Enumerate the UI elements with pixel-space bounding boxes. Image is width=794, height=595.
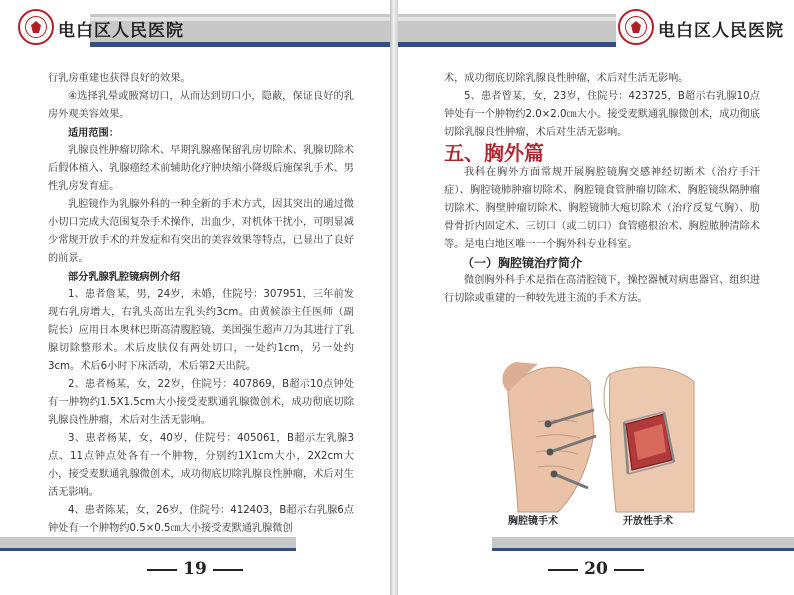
section-text: 微创胸外科手术是指在高清腔镜下，操控器械对病患器官、组织进行切除或重建的一种较先进主流的手术方法。 xyxy=(444,275,760,304)
scope-title: 适用范围： xyxy=(68,127,119,139)
case-item: 1、患者詹某，男，24岁，未婚，住院号：307951，三年前发现右乳房增大，右乳头高出左乳头约3cm。由黄候添主任医师（副院长）应用日本奥林巴斯高清腹腔镜、美国强生超声刀为其进行了乳腺切除整形术。术后皮肤仅有两处切口，一处约1cm，另一处约3cm。术后6小时下床活动，术后第2天出院。 xyxy=(48,289,354,372)
left-page-text xyxy=(48,70,354,538)
case-item: 4、患者陈某，女，26岁，住院号：412403，B超示右乳腺6点钟处有一个肿物约0.5×0.5㎝大小接受麦默通乳腺微创 xyxy=(48,505,354,534)
paragraph: ④选择乳晕或腋窝切口，从而达到切口小，隐蔽，保证良好的乳房外观美容效果。 xyxy=(48,91,354,120)
footer-band xyxy=(492,537,794,548)
header-stripe xyxy=(90,42,390,47)
page-number-text: 19 xyxy=(183,559,207,579)
page-number xyxy=(0,559,390,579)
case-item: 5、患者曾某，女，23岁，住院号：423725，B超示右乳腺10点钟处有一个肿物约2.0×2.0㎝大小。接受麦默通乳腺微创术，成功彻底切除乳腺良性肿瘤，术后对生活无影响。 xyxy=(444,91,760,138)
footer-band xyxy=(0,537,296,548)
scope-text: 乳腺良性肿瘤切除术、早期乳腺癌保留乳房切除术、乳腺切除术后假体植入、乳腺癌经术前辅助化疗肿块缩小降级后施保乳手术、男性乳房发育症。 xyxy=(48,145,354,192)
chapter-intro: 我科在胸外方面常规开展胸腔镜胸交感神经切断术（治疗手汗症）、胸腔镜肺肿瘤切除术、胸腔镜食管肿瘤切除术、胸腔镜纵隔肿瘤切除术、胸壁肿瘤切除术、胸腔镜肺大疱切除术（治疗反复气胸）、肋骨骨折内固定术、三切口（或二切口）食管癌根治术、胸腔脓肿清除术等。是电白地区唯一一个胸外科专业科室。 xyxy=(444,167,760,250)
paragraph: 行乳房重建也获得良好的效果。 xyxy=(48,73,191,84)
cases-title: 部分乳腺乳腔镜病例介绍 xyxy=(68,271,181,283)
right-page-text xyxy=(444,70,760,308)
page-number xyxy=(398,559,794,579)
right-page xyxy=(398,0,794,595)
section-title: （一）胸腔镜治疗简介 xyxy=(462,256,583,270)
hospital-name: 电白区人民医院 xyxy=(58,21,184,41)
paragraph: 术，成功彻底切除乳腺良性肿瘤，术后对生活无影响。 xyxy=(444,73,689,84)
caption-open-surgery: 开放性手术 xyxy=(623,516,673,527)
intro-text: 乳腔镜作为乳腺外科的一种全新的手术方式，因其突出的通过微小切口完成大范围复杂手术操作，出血少，对机体干扰小，可明显减少常规开放手术的并发症和有突出的美容效果等特点，已显出了良好的前景。 xyxy=(48,199,354,264)
chapter-title: 五、胸外篇 xyxy=(444,141,544,165)
left-page xyxy=(0,0,390,595)
footer-stripe xyxy=(0,548,296,551)
case-item: 3、患者杨某，女，40岁，住院号：405061，B超示左乳腺3点、11点钟点处各有一个肿物，分别约1X1cm大小，2X2cm大小，接受麦默通乳腺微创术，成功彻底切除乳腺良性肿瘤，术后对生活无影响。 xyxy=(48,433,354,498)
hospital-name: 电白区人民医院 xyxy=(658,21,784,41)
page-footer xyxy=(398,537,794,595)
case-item: 2、患者杨某，女，22岁，住院号：407869，B超示10点钟处有一肿物约1.5X1.5cm大小接受麦默通乳腺微创术，成功彻底切除乳腺良性肿瘤，术后对生活无影响。 xyxy=(48,379,354,426)
surgery-illustration xyxy=(498,352,698,530)
caption-thoracoscopy: 胸腔镜手术 xyxy=(508,516,558,527)
hospital-logo-icon xyxy=(18,9,54,45)
book-spine xyxy=(390,0,398,595)
hospital-logo-icon xyxy=(618,9,654,45)
header-band xyxy=(398,14,616,42)
open-surgery-figure xyxy=(604,367,694,512)
page-number-text: 20 xyxy=(584,559,608,579)
footer-stripe xyxy=(492,548,794,551)
header-stripe xyxy=(398,42,616,47)
page-header xyxy=(398,0,794,54)
page-footer xyxy=(0,537,390,595)
page-header xyxy=(0,0,390,54)
